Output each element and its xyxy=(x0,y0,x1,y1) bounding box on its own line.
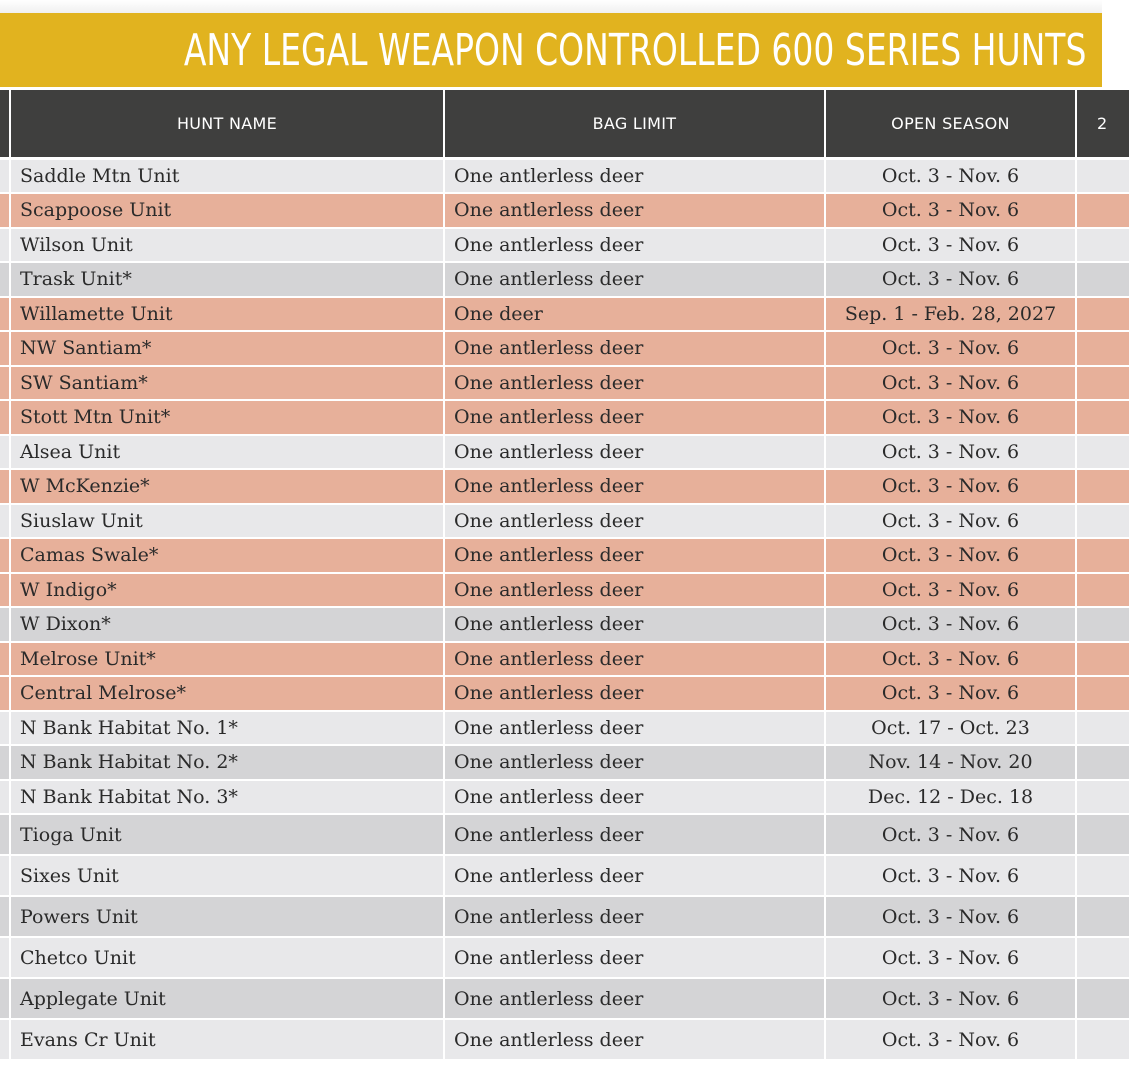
next-column-partial-cell xyxy=(1076,159,1130,194)
hunt-name-cell: W Indigo* xyxy=(10,573,444,608)
open-season-cell: Oct. 3 - Nov. 6 xyxy=(825,937,1076,978)
open-season-cell: Oct. 3 - Nov. 6 xyxy=(825,366,1076,401)
row-edge-cell xyxy=(0,159,10,194)
table-row xyxy=(0,159,1130,194)
next-column-partial-cell xyxy=(1076,262,1130,297)
hunt-name-cell: Evans Cr Unit xyxy=(10,1019,444,1060)
row-edge-cell xyxy=(0,896,10,937)
page-top-margin xyxy=(0,0,1102,13)
row-edge-cell xyxy=(0,780,10,815)
table-row xyxy=(0,711,1130,746)
open-season-cell: Dec. 12 - Dec. 18 xyxy=(825,780,1076,815)
open-season-cell: Oct. 3 - Nov. 6 xyxy=(825,400,1076,435)
bag-limit-cell: One antlerless deer xyxy=(444,400,825,435)
next-column-partial-cell xyxy=(1076,504,1130,539)
hunt-name-cell: Willamette Unit xyxy=(10,297,444,332)
header-bag-limit: BAG LIMIT xyxy=(444,89,825,159)
table-row xyxy=(0,896,1130,937)
row-edge-cell xyxy=(0,366,10,401)
row-edge-cell xyxy=(0,331,10,366)
open-season-cell: Oct. 3 - Nov. 6 xyxy=(825,676,1076,711)
hunt-name-cell: N Bank Habitat No. 2* xyxy=(10,745,444,780)
table-row xyxy=(0,400,1130,435)
next-column-partial-cell xyxy=(1076,331,1130,366)
next-column-partial-cell xyxy=(1076,745,1130,780)
next-column-partial-cell xyxy=(1076,435,1130,470)
table-row xyxy=(0,978,1130,1019)
bag-limit-cell: One antlerless deer xyxy=(444,159,825,194)
row-edge-cell xyxy=(0,262,10,297)
next-column-partial-cell xyxy=(1076,400,1130,435)
hunt-name-cell: SW Santiam* xyxy=(10,366,444,401)
bag-limit-cell: One antlerless deer xyxy=(444,642,825,677)
row-edge-cell xyxy=(0,814,10,855)
open-season-cell: Oct. 3 - Nov. 6 xyxy=(825,814,1076,855)
bag-limit-cell: One antlerless deer xyxy=(444,745,825,780)
table-row xyxy=(0,573,1130,608)
open-season-cell: Oct. 3 - Nov. 6 xyxy=(825,262,1076,297)
bag-limit-cell: One antlerless deer xyxy=(444,538,825,573)
header-open-season: OPEN SEASON xyxy=(825,89,1076,159)
bag-limit-cell: One antlerless deer xyxy=(444,676,825,711)
bag-limit-cell: One antlerless deer xyxy=(444,711,825,746)
row-edge-cell xyxy=(0,469,10,504)
next-column-partial-cell xyxy=(1076,366,1130,401)
hunt-name-cell: W Dixon* xyxy=(10,607,444,642)
open-season-cell: Oct. 3 - Nov. 6 xyxy=(825,855,1076,896)
next-column-partial-cell xyxy=(1076,1019,1130,1060)
table-row xyxy=(0,642,1130,677)
open-season-cell: Nov. 14 - Nov. 20 xyxy=(825,745,1076,780)
bag-limit-cell: One antlerless deer xyxy=(444,228,825,263)
row-edge-cell xyxy=(0,538,10,573)
table-row xyxy=(0,745,1130,780)
hunt-name-cell: Wilson Unit xyxy=(10,228,444,263)
next-column-partial-cell xyxy=(1076,896,1130,937)
table-row xyxy=(0,193,1130,228)
header-edge-cell xyxy=(0,89,10,159)
open-season-cell: Oct. 3 - Nov. 6 xyxy=(825,1019,1076,1060)
next-column-partial-cell xyxy=(1076,676,1130,711)
row-edge-cell xyxy=(0,1019,10,1060)
hunt-name-cell: Scappoose Unit xyxy=(10,193,444,228)
header-next-column-partial: 2 xyxy=(1076,89,1130,159)
table-row xyxy=(0,228,1130,263)
row-edge-cell xyxy=(0,193,10,228)
row-edge-cell xyxy=(0,504,10,539)
row-edge-cell xyxy=(0,855,10,896)
open-season-cell: Oct. 3 - Nov. 6 xyxy=(825,435,1076,470)
next-column-partial-cell xyxy=(1076,814,1130,855)
bag-limit-cell: One antlerless deer xyxy=(444,331,825,366)
bag-limit-cell: One antlerless deer xyxy=(444,855,825,896)
bag-limit-cell: One deer xyxy=(444,297,825,332)
hunt-name-cell: N Bank Habitat No. 1* xyxy=(10,711,444,746)
page-title: ANY LEGAL WEAPON CONTROLLED 600 SERIES HUNTS xyxy=(183,25,1086,76)
open-season-cell: Oct. 3 - Nov. 6 xyxy=(825,331,1076,366)
bag-limit-cell: One antlerless deer xyxy=(444,780,825,815)
table-row xyxy=(0,504,1130,539)
table-row xyxy=(0,538,1130,573)
bag-limit-cell: One antlerless deer xyxy=(444,573,825,608)
open-season-cell: Oct. 3 - Nov. 6 xyxy=(825,896,1076,937)
next-column-partial-cell xyxy=(1076,711,1130,746)
table-body xyxy=(0,159,1130,1061)
open-season-cell: Oct. 3 - Nov. 6 xyxy=(825,228,1076,263)
open-season-cell: Oct. 3 - Nov. 6 xyxy=(825,607,1076,642)
hunt-name-cell: Stott Mtn Unit* xyxy=(10,400,444,435)
next-column-partial-cell xyxy=(1076,297,1130,332)
table-row xyxy=(0,366,1130,401)
open-season-cell: Oct. 3 - Nov. 6 xyxy=(825,159,1076,194)
bag-limit-cell: One antlerless deer xyxy=(444,504,825,539)
row-edge-cell xyxy=(0,607,10,642)
hunt-name-cell: Sixes Unit xyxy=(10,855,444,896)
row-edge-cell xyxy=(0,745,10,780)
row-edge-cell xyxy=(0,400,10,435)
hunt-name-cell: NW Santiam* xyxy=(10,331,444,366)
table-row xyxy=(0,855,1130,896)
bag-limit-cell: One antlerless deer xyxy=(444,978,825,1019)
bag-limit-cell: One antlerless deer xyxy=(444,896,825,937)
row-edge-cell xyxy=(0,642,10,677)
open-season-cell: Oct. 3 - Nov. 6 xyxy=(825,538,1076,573)
row-edge-cell xyxy=(0,228,10,263)
next-column-partial-cell xyxy=(1076,469,1130,504)
hunt-name-cell: Powers Unit xyxy=(10,896,444,937)
table-row xyxy=(0,607,1130,642)
open-season-cell: Oct. 3 - Nov. 6 xyxy=(825,642,1076,677)
table-row xyxy=(0,780,1130,815)
open-season-cell: Oct. 3 - Nov. 6 xyxy=(825,504,1076,539)
row-edge-cell xyxy=(0,711,10,746)
hunt-name-cell: Camas Swale* xyxy=(10,538,444,573)
table-row xyxy=(0,262,1130,297)
table-row xyxy=(0,676,1130,711)
hunt-name-cell: W McKenzie* xyxy=(10,469,444,504)
hunt-name-cell: Alsea Unit xyxy=(10,435,444,470)
next-column-partial-cell xyxy=(1076,937,1130,978)
table-row xyxy=(0,331,1130,366)
table-row xyxy=(0,1019,1130,1060)
next-column-partial-cell xyxy=(1076,573,1130,608)
hunt-name-cell: Siuslaw Unit xyxy=(10,504,444,539)
next-column-partial-cell xyxy=(1076,642,1130,677)
bag-limit-cell: One antlerless deer xyxy=(444,1019,825,1060)
next-column-partial-cell xyxy=(1076,978,1130,1019)
bag-limit-cell: One antlerless deer xyxy=(444,469,825,504)
bag-limit-cell: One antlerless deer xyxy=(444,366,825,401)
next-column-partial-cell xyxy=(1076,607,1130,642)
table-row xyxy=(0,937,1130,978)
header-hunt-name: HUNT NAME xyxy=(10,89,444,159)
bag-limit-cell: One antlerless deer xyxy=(444,193,825,228)
table-header-row xyxy=(0,89,1130,159)
open-season-cell: Oct. 17 - Oct. 23 xyxy=(825,711,1076,746)
next-column-partial-cell xyxy=(1076,538,1130,573)
bag-limit-cell: One antlerless deer xyxy=(444,937,825,978)
row-edge-cell xyxy=(0,937,10,978)
hunt-name-cell: Melrose Unit* xyxy=(10,642,444,677)
bag-limit-cell: One antlerless deer xyxy=(444,262,825,297)
hunt-name-cell: Tioga Unit xyxy=(10,814,444,855)
next-column-partial-cell xyxy=(1076,855,1130,896)
open-season-cell: Oct. 3 - Nov. 6 xyxy=(825,573,1076,608)
next-column-partial-cell xyxy=(1076,228,1130,263)
hunt-name-cell: Central Melrose* xyxy=(10,676,444,711)
bag-limit-cell: One antlerless deer xyxy=(444,814,825,855)
row-edge-cell xyxy=(0,297,10,332)
table-row xyxy=(0,469,1130,504)
hunt-name-cell: Chetco Unit xyxy=(10,937,444,978)
row-edge-cell xyxy=(0,573,10,608)
row-edge-cell xyxy=(0,676,10,711)
open-season-cell: Oct. 3 - Nov. 6 xyxy=(825,193,1076,228)
open-season-cell: Oct. 3 - Nov. 6 xyxy=(825,978,1076,1019)
bag-limit-cell: One antlerless deer xyxy=(444,607,825,642)
hunt-name-cell: Trask Unit* xyxy=(10,262,444,297)
row-edge-cell xyxy=(0,435,10,470)
open-season-cell: Oct. 3 - Nov. 6 xyxy=(825,469,1076,504)
row-edge-cell xyxy=(0,978,10,1019)
table-row xyxy=(0,297,1130,332)
bag-limit-cell: One antlerless deer xyxy=(444,435,825,470)
hunt-name-cell: Applegate Unit xyxy=(10,978,444,1019)
title-banner xyxy=(0,13,1102,87)
hunts-table-container xyxy=(0,87,1108,1061)
next-column-partial-cell xyxy=(1076,193,1130,228)
hunts-table xyxy=(0,87,1131,1061)
next-column-partial-cell xyxy=(1076,780,1130,815)
hunt-name-cell: N Bank Habitat No. 3* xyxy=(10,780,444,815)
table-row xyxy=(0,435,1130,470)
open-season-cell: Sep. 1 - Feb. 28, 2027 xyxy=(825,297,1076,332)
hunt-name-cell: Saddle Mtn Unit xyxy=(10,159,444,194)
table-row xyxy=(0,814,1130,855)
